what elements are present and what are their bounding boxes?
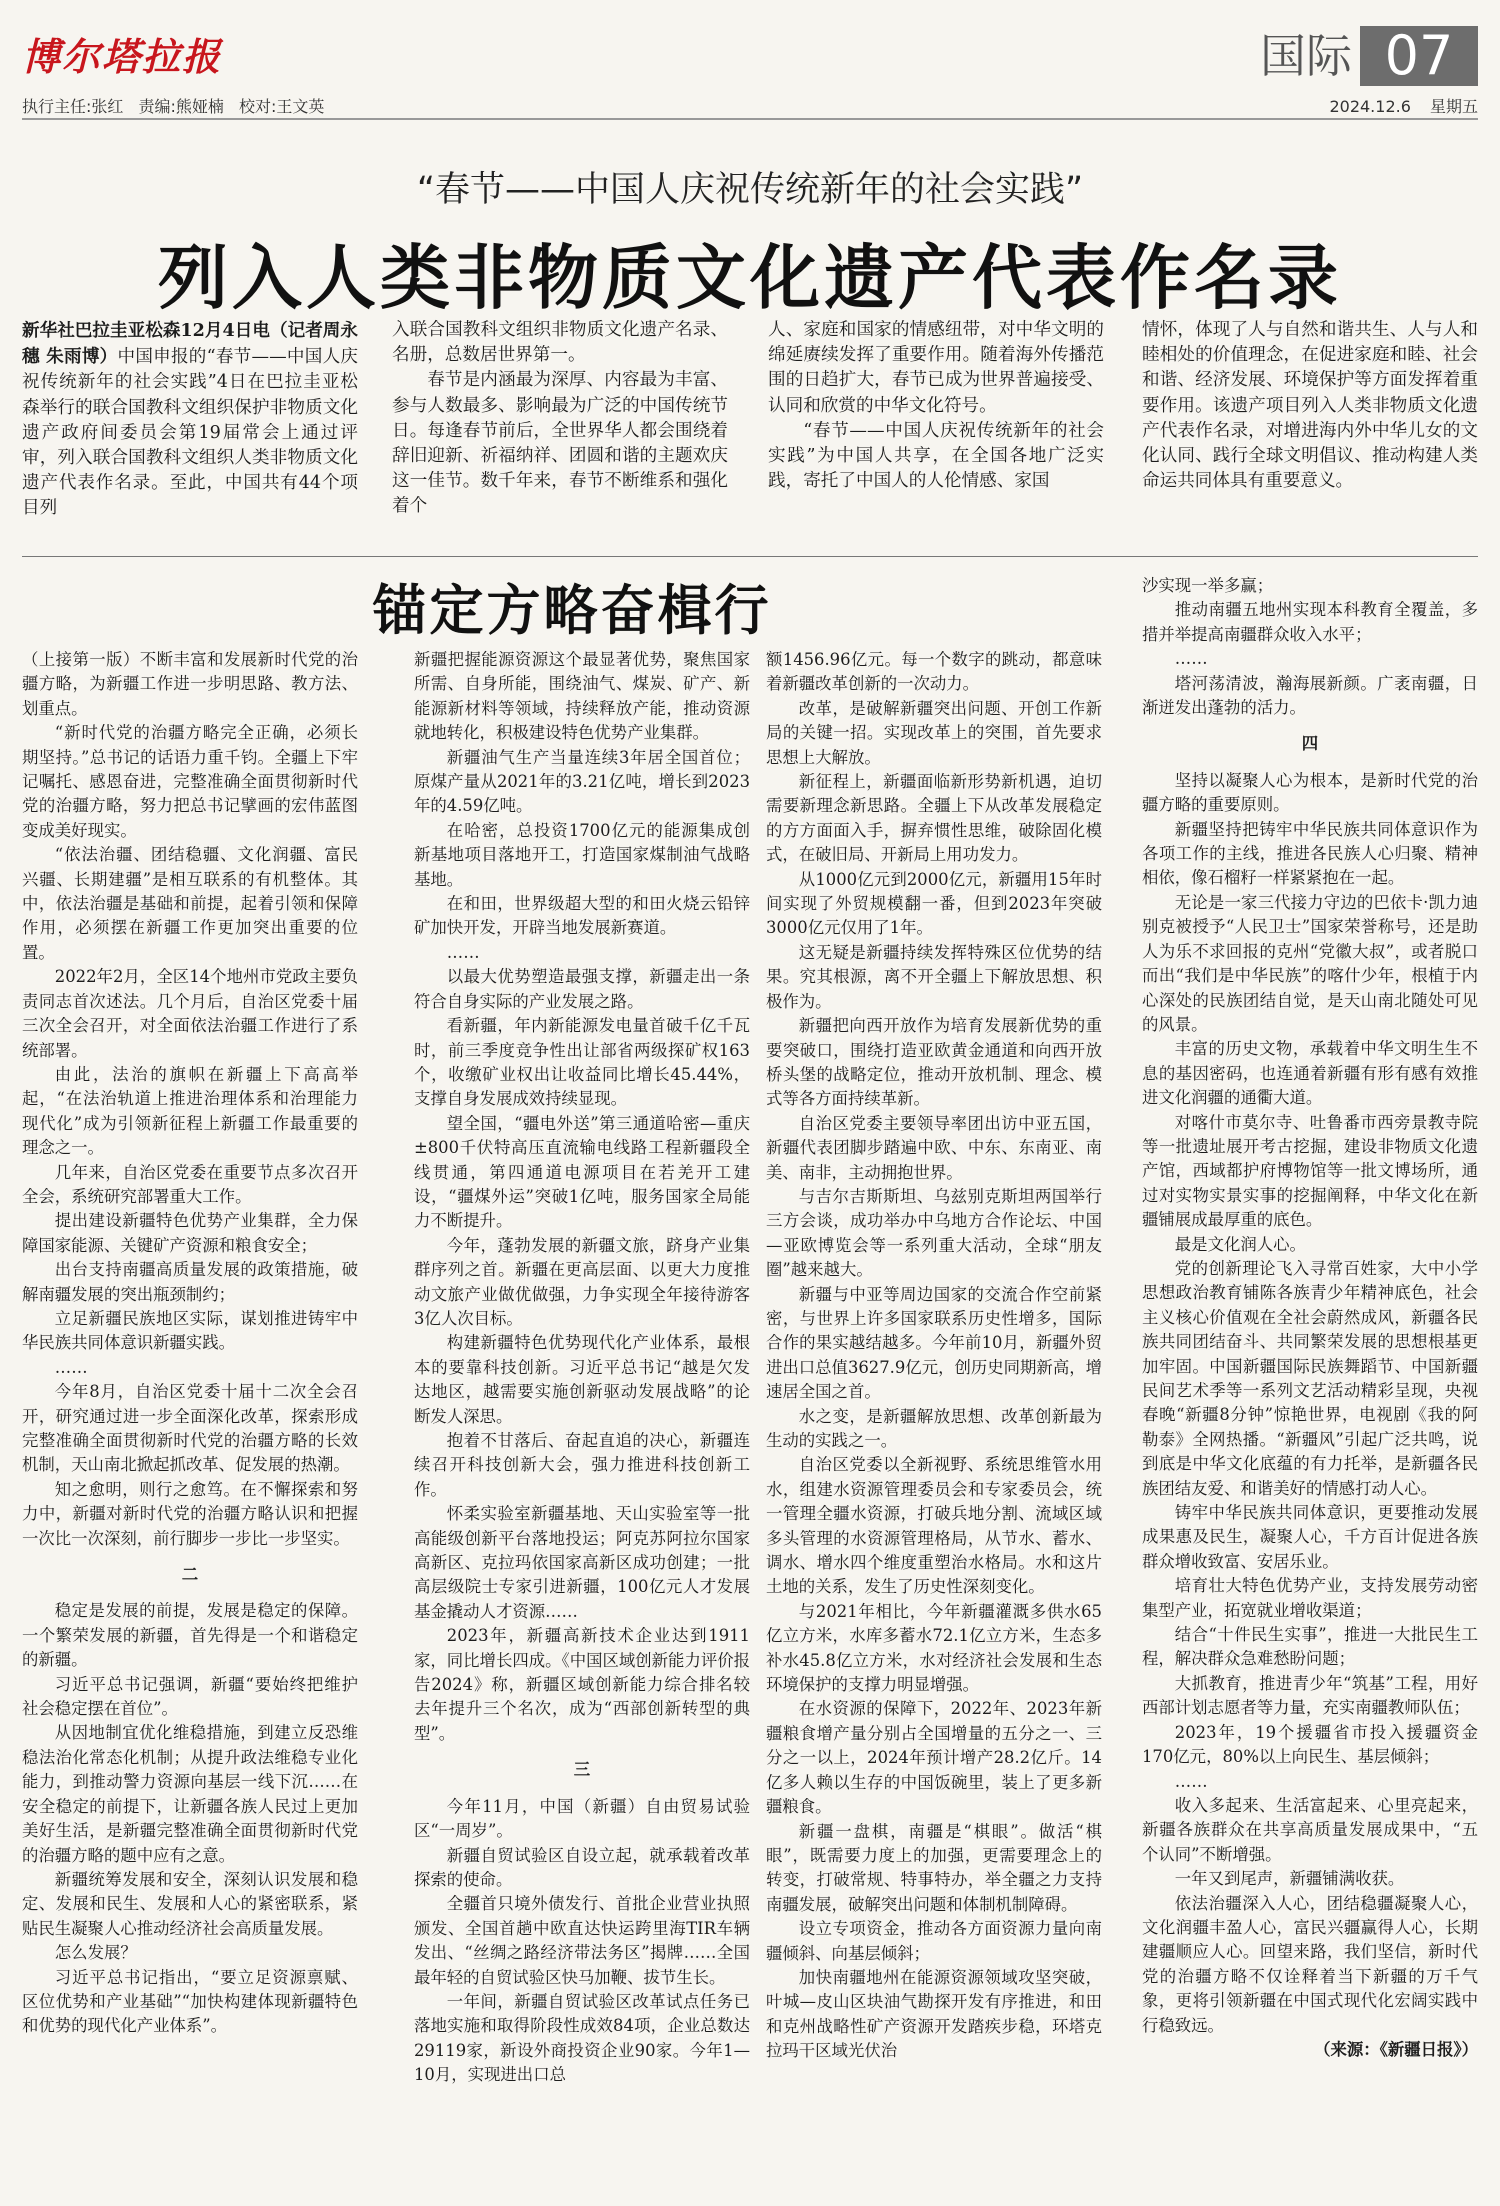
paragraph: ……: [54, 1357, 88, 1377]
paragraph: 一年又到尾声，新疆铺满收获。: [1174, 1869, 1405, 1889]
masthead-rule: [22, 118, 1478, 120]
paragraph: ……: [1174, 649, 1208, 669]
paragraph: 出台支持南疆高质量发展的政策措施，破解南疆发展的突出瓶颈制约；: [22, 1260, 358, 1304]
paragraph: 抱着不甘落后、奋起直追的决心，新疆连续召开科技创新大会，强力推进科技创新工作。: [414, 1431, 750, 1499]
paragraph: 习近平总书记强调，新疆“要始终把维护社会稳定摆在首位”。: [22, 1674, 358, 1719]
date-text: 2024.12.6: [1329, 97, 1411, 116]
article1-headline: 列入人类非物质文化遗产代表作名录: [158, 236, 1342, 319]
paragraph: 以最大优势塑造最强支撑，新疆走出一条符合自身实际的产业发展之路。: [414, 967, 750, 1011]
paragraph: 塔河荡清波，瀚海展新颜。广袤南疆，日渐迸发出蓬勃的活力。: [1142, 673, 1478, 718]
section-name: 国际: [1260, 29, 1352, 83]
paragraph: 一年间，新疆自贸试验区改革试点任务已落地实施和取得阶段性成效84项，企业总数达29119家，新设外商投资企业90家。今年1—10月，实现进出口总: [414, 1991, 750, 2085]
paragraph: 望全国，“疆电外送”第三通道哈密—重庆±800千伏特高压直流输电线路工程新疆段全线贯通，第四通道电源项目在若羌开工建设，“疆煤外运”突破1亿吨，服务国家全局能力不断提升。: [414, 1113, 750, 1231]
page-number: 07: [1360, 26, 1478, 86]
paragraph: 稳定是发展的前提，发展是稳定的保障。一个繁荣发展的新疆，首先得是一个和谐稳定的新疆。: [22, 1601, 358, 1670]
paragraph: 新疆统筹发展和安全，深刻认识发展和稳定、发展和民生、发展和人心的紧密联系，紧贴民生凝聚人心推动经济社会高质量发展。: [22, 1869, 358, 1938]
paragraph: 与2021年相比，今年新疆灌溉多供水65亿立方米，水库多蓄水72.1亿立方米，生态多补水45.8亿立方米，水对经济社会发展和生态环境保护的支撑力明显增强。: [766, 1601, 1102, 1695]
paragraph: 新疆与中亚等周边国家的交流合作空前紧密，与世界上许多国家联系历史性增多，国际合作的果实越结越多。今年前10月，新疆外贸进出口总值3627.9亿元，创历史同期新高，增速居全国之首。: [766, 1284, 1102, 1402]
paragraph: 新征程上，新疆面临新形势新机遇，迫切需要新理念新思路。全疆上下从改革发展稳定的方方面面入手，摒弃惯性思维，破除固化模式，在破旧局、开新局上用功发力。: [766, 772, 1102, 865]
paragraph: 自治区党委主要领导率团出访中亚五国，新疆代表团脚步踏遍中欧、中东、东南亚、南美、南非，主动拥抱世界。: [766, 1113, 1102, 1182]
paragraph: 与吉尔吉斯斯坦、乌兹别克斯坦两国举行三方会谈，成功举办中乌地方合作论坛、中国—亚欧博览会等一系列重大活动，全球“朋友圈”越来越大。: [766, 1186, 1102, 1280]
paragraph: 2023年，19个援疆省市投入援疆资金170亿元，80%以上向民生、基层倾斜；: [1142, 1722, 1478, 1767]
paragraph: 铸牢中华民族共同体意识，更要推动发展成果惠及民生，凝聚人心，千方百计促进各族群众增收致富、安居乐业。: [1142, 1503, 1478, 1571]
paragraph: 坚持以凝聚人心为根本，是新时代党的治疆方略的重要原则。: [1142, 770, 1478, 815]
paragraph: 怎么发展？: [54, 1943, 137, 1963]
paragraph: 今年11月，中国（新疆）自由贸易试验区“一周岁”。: [414, 1796, 750, 1841]
paragraph: 怀柔实验室新疆基地、天山实验室等一批高能级创新平台落地投运；阿克苏阿拉尔国家高新区、克拉玛依国家高新区成功创建；一批高层级院士专家引进新疆，100亿元人才发展基金撬动人才资源……: [414, 1504, 750, 1621]
paragraph: 全疆首只境外债发行、首批企业营业执照颁发、全国首趟中欧直达快运跨里海TIR车辆发出、“丝绸之路经济带法务区”揭牌……全国最年轻的自贸试验区快马加鞭、拔节生长。: [414, 1894, 750, 1987]
paragraph: 立足新疆民族地区实际，谋划推进铸牢中华民族共同体意识新疆实践。: [22, 1308, 358, 1353]
credit-proofreader: 校对:王文英: [239, 97, 325, 116]
paragraph: 从1000亿元到2000亿元，新疆用15年时间实现了外贸规模翻一番，但到2023年突破3000亿元仅用了1年。: [766, 869, 1102, 938]
article1-col3-p1: 人、家庭和国家的情感纽带，对中华文明的绵延赓续发挥了重要作用。随着海外传播范围的日趋扩大，春节已成为世界普遍接受、认同和欣赏的中华文化符号。: [768, 320, 1104, 416]
paragraph: 从因地制宜优化维稳措施，到建立反恐维稳法治化常态化机制；从提升政法维稳专业化能力，到推动警力资源向基层一线下沉……在安全稳定的前提下，让新疆各族人民过上更加美好生活，是新疆完整准确全面贯彻新时代党的治疆方略的题中应有之意。: [22, 1723, 358, 1865]
paragraph: 在和田，世界级超大型的和田火烧云铅锌矿加快开发，开辟当地发展新赛道。: [414, 894, 750, 938]
paragraph: ……: [446, 942, 480, 962]
paragraph: 2022年2月，全区14个地州市党政主要负责同志首次述法。几个月后，自治区党委十届三次全会召开，对全面依法治疆工作进行了系统部署。: [22, 967, 358, 1060]
paragraph: 自治区党委以全新视野、系统思维管水用水，组建水资源管理委员会和专家委员会，统一管理全疆水资源，打破兵地分割、流域区域多头管理的水资源管理格局，从节水、蓄水、调水、增水四个维度重塑治水格局。水和这片土地的关系，发生了历史性深刻变化。: [766, 1455, 1102, 1597]
article1-col4-text: 情怀，体现了人与自然和谐共生、人与人和睦相处的价值理念，在促进家庭和睦、社会和谐、经济发展、环境保护等方面发挥着重要作用。该遗产项目列入人类非物质文化遗产代表作名录，对增进海内外中华儿女的文化认同、践行全球文明倡议、推动构建人类命运共同体具有重要意义。: [1142, 320, 1478, 492]
article1-kicker: “春节——中国人庆祝传统新年的社会实践”: [416, 170, 1084, 210]
article1-lead-paragraph: [22, 318, 358, 522]
article1-dateline: 新华社巴拉圭亚松森12月4日电（记者周永穗 朱雨博）: [22, 320, 358, 368]
paragraph: 设立专项资金，推动各方面资源力量向南疆倾斜、向基层倾斜；: [766, 1919, 1102, 1963]
article1-column-4: [1142, 318, 1478, 494]
paragraph: 知之愈明，则行之愈笃。在不懈探索和努力中，新疆对新时代党的治疆方略认识和把握一次比一次深刻，前行脚步一步比一步坚实。: [22, 1479, 358, 1548]
paragraph: 丰富的历史文物，承载着中华文明生生不息的基因密码，也连通着新疆有形有感有效推进文化润疆的通衢大道。: [1142, 1039, 1478, 1108]
article1-col3-p2: “春节——中国人庆祝传统新年的社会实践”为中国人共享，在全国各地广泛实践，寄托了中国人的人伦情感、家国: [768, 420, 1104, 492]
paragraph: ……: [1174, 1771, 1208, 1791]
paragraph: 推动南疆五地州实现本科教育全覆盖，多措并举提高南疆群众收入水平；: [1142, 600, 1478, 644]
article2-column-2: [414, 648, 750, 2188]
section-numeral: 三: [573, 1760, 591, 1780]
paragraph: 党的创新理论飞入寻常百姓家，大中小学思想政治教育铺陈各族青少年精神底色，社会主义核心价值观在全社会蔚然成风，新疆各民族共同团结奋斗、共同繁荣发展的思想根基更加牢固。中国新疆国际民族舞蹈节、中国新疆民间艺术季等一系列文艺活动精彩呈现，央视春晚“新疆8分钟”惊艳世界，电视剧《我的阿勒泰》全网热播。“新疆风”引起广泛共鸣，说到底是中华文化底蕴的有力托举，是新疆各民族团结友爱、和谐美好的情感打动人心。: [1142, 1258, 1478, 1498]
article2-column-4: [1142, 574, 1478, 2194]
weekday-text: 星期五: [1429, 97, 1478, 116]
paragraph: 培育壮大特色优势产业，支持发展劳动密集型产业，拓宽就业增收渠道；: [1142, 1576, 1478, 1620]
article-divider: [22, 556, 1478, 557]
paragraph: 新疆油气生产当量连续3年居全国首位；原煤产量从2021年的3.21亿吨，增长到2023年的4.59亿吨。: [414, 747, 750, 816]
paragraph: 今年8月，自治区党委十届十二次全会召开，研究通过进一步全面深化改革，探索形成完整准确全面贯彻新时代党的治疆方略的长效机制，天山南北掀起抓改革、促发展的热潮。: [22, 1382, 358, 1475]
paragraph: 新疆一盘棋，南疆是“棋眼”。做活“棋眼”，既需要力度上的加强，更需要理念上的转变，打破常规、特事特办，举全疆之力支持南疆发展，破解突出问题和体制机制障碍。: [766, 1821, 1102, 1914]
article1-col2-p2: 春节是内涵最为深厚、内容最为丰富、参与人数最多、影响最为广泛的中国传统节日。每逢春节前后，全世界华人都会围绕着辞旧迎新、祈福纳祥、团圆和谐的主题欢庆这一佳节。数千年来，春节不断维系和强化着个: [392, 370, 728, 517]
paragraph: 收入多起来、生活富起来、心里亮起来，新疆各族群众在共享高质量发展成果中，“五个认同”不断增强。: [1142, 1795, 1478, 1864]
paragraph: 在哈密，总投资1700亿元的能源集成创新基地项目落地开工，打造国家煤制油气战略基地。: [414, 820, 750, 889]
paragraph: 额1456.96亿元。每一个数字的跳动，都意味着新疆改革创新的一次动力。: [766, 650, 1102, 694]
paragraph: 结合“十件民生实事”，推进一大批民生工程，解决群众急难愁盼问题；: [1142, 1625, 1478, 1669]
article2-column-3: [766, 648, 1102, 2188]
paragraph: 沙实现一举多赢；: [1142, 576, 1274, 595]
paragraph: 新疆自贸试验区自设立起，就承载着改革探索的使命。: [414, 1845, 750, 1889]
section-numeral: 二: [181, 1565, 199, 1585]
paragraph: 对喀什市莫尔寺、吐鲁番市西旁景教寺院等一批遗址展开考古挖掘，建设非物质文化遗产馆，西域都护府博物馆等一批文博场所，通过对实物实景实事的挖掘阐释，中华文化在新疆铺展成最厚重的底色。: [1142, 1112, 1478, 1230]
article-source: （来源：《新疆日报》）: [1314, 2039, 1478, 2059]
issue-date: [1315, 94, 1478, 117]
paragraph: 改革，是破解新疆突出问题、开创工作新局的关键一招。实现改革上的突围，首先要求思想上大解放。: [766, 698, 1102, 767]
article1-col2-p1: 入联合国教科文组织非物质文化遗产名录、名册，总数居世界第一。: [392, 320, 728, 366]
masthead: [22, 20, 1478, 116]
article1-col1-text: 中国申报的“春节——中国人庆祝传统新年的社会实践”4日在巴拉圭亚松森举行的联合国教科文组织保护非物质文化遗产政府间委员会第19届常会上通过评审，列入联合国教科文组织人类非物质文化遗产代表作名录。至此，中国共有44个项目列: [22, 347, 358, 519]
paragraph: 2023年，新疆高新技术企业达到1911家，同比增长四成。《中国区域创新能力评价报告2024》称，新疆区域创新能力综合排名较去年提升三个名次，成为“西部创新转型的典型”。: [414, 1626, 750, 1743]
credit-director: 执行主任:张红: [22, 97, 124, 116]
newspaper-logo: 博尔塔拉报: [22, 34, 223, 79]
paragraph: 无论是一家三代接力守边的巴依卡·凯力迪别克被授予“人民卫士”国家荣誉称号，还是助人为乐不求回报的克州“党徽大叔”，或者脱口而出“我们是中华民族”的喀什少年，根植于内心深处的民族团结自觉，是天山南北随处可见的风景。: [1142, 892, 1478, 1034]
paragraph: （上接第一版）不断丰富和发展新时代党的治疆方略，为新疆工作进一步明思路、教方法、划重点。: [22, 650, 358, 718]
paragraph: 新疆把握能源资源这个最显著优势，聚焦国家所需、自身所能，围绕油气、煤炭、矿产、新能源新材料等领域，持续释放产能，推动资源就地转化，积极建设特色优势产业集群。: [414, 650, 750, 743]
editor-credits: [22, 94, 334, 117]
paragraph: 加快南疆地州在能源资源领域攻坚突破，叶城—皮山区块油气勘探开发有序推进，和田和克州战略性矿产资源开发踏疾步稳，环塔克拉玛干区域光伏治: [766, 1967, 1102, 2061]
paragraph: 新疆把向西开放作为培育发展新优势的重要突破口，围绕打造亚欧黄金通道和向西开放桥头堡的战略定位，推动开放机制、理念、模式等各方面持续革新。: [766, 1016, 1102, 1109]
section-header: [1260, 26, 1478, 86]
article1-column-1: [22, 318, 358, 522]
paragraph: 最是文化润人心。: [1174, 1234, 1306, 1254]
paragraph: 新疆坚持把铸牢中华民族共同体意识作为各项工作的主线，推进各民族人心归聚、精神相依，像石榴籽一样紧紧抱在一起。: [1142, 819, 1478, 888]
paragraph: 这无疑是新疆持续发挥特殊区位优势的结果。究其根源，离不开全疆上下解放思想、积极作为。: [766, 942, 1102, 1011]
article2-column-1: [22, 648, 358, 2188]
paragraph: 习近平总书记指出，“要立足资源禀赋、区位优势和产业基础”“加快构建体现新疆特色和优势的现代化产业体系”。: [22, 1967, 358, 2036]
paragraph: 依法治疆深入人心，团结稳疆凝聚人心，文化润疆丰盈人心，富民兴疆赢得人心，长期建疆顺应人心。回望来路，我们坚信，新时代党的治疆方略不仅诠释着当下新疆的万千气象，更将引领新疆在中国式现代化宏阔实践中行稳致远。: [1142, 1893, 1478, 2035]
paragraph: 几年来，自治区党委在重要节点多次召开全会，系统研究部署重大工作。: [22, 1162, 358, 1206]
paragraph: “新时代党的治疆方略完全正确，必须长期坚持。”总书记的话语力重千钧。全疆上下牢记嘱托、感恩奋进，完整准确全面贯彻新时代党的治疆方略，努力把总书记擘画的宏伟蓝图变成美好现实。: [22, 723, 358, 840]
paragraph: 看新疆，年内新能源发电量首破千亿千瓦时，前三季度竞争性出让部省两级探矿权163个，收缴矿业权出让收益同比增长45.44%，支撑自身发展成效持续显现。: [414, 1016, 750, 1109]
paragraph: 在水资源的保障下，2022年、2023年新疆粮食增产量分别占全国增量的五分之一、三分之一以上，2024年预计增产28.2亿斤。14亿多人赖以生存的中国饭碗里，装上了更多新疆粮食。: [766, 1699, 1102, 1817]
paragraph: 今年，蓬勃发展的新疆文旅，跻身产业集群序列之首。新疆在更高层面、以更大力度推动文旅产业做优做强，力争实现全年接待游客3亿人次目标。: [414, 1235, 750, 1328]
paragraph: 构建新疆特色优势现代化产业体系，最根本的要靠科技创新。习近平总书记“越是欠发达地区，越需要实施创新驱动发展战略”的论断发人深思。: [414, 1333, 750, 1426]
section-numeral: 四: [1301, 734, 1319, 754]
paragraph: 水之变，是新疆解放思想、改革创新最为生动的实践之一。: [766, 1406, 1102, 1450]
paragraph: 提出建设新疆特色优势产业集群，全力保障国家能源、关键矿产资源和粮食安全；: [22, 1211, 358, 1255]
article2-headline: 锚定方略奋楫行: [372, 578, 772, 642]
paragraph: 大抓教育，推进青少年“筑基”工程，用好西部计划志愿者等力量，充实南疆教师队伍；: [1142, 1673, 1478, 1718]
credit-editor: 责编:熊娅楠: [138, 97, 224, 116]
article1-column-2: [392, 318, 728, 520]
article1-column-3: [768, 318, 1104, 494]
paragraph: “依法治疆、团结稳疆、文化润疆、富民兴疆、长期建疆”是相互联系的有机整体。其中，依法治疆是基础和前提，起着引领和保障作用，必须摆在新疆工作更加突出重要的位置。: [22, 845, 358, 962]
paragraph: 由此，法治的旗帜在新疆上下高高举起，“在法治轨道上推进治理体系和治理能力现代化”成为引领新征程上新疆工作最重要的理念之一。: [22, 1064, 358, 1158]
